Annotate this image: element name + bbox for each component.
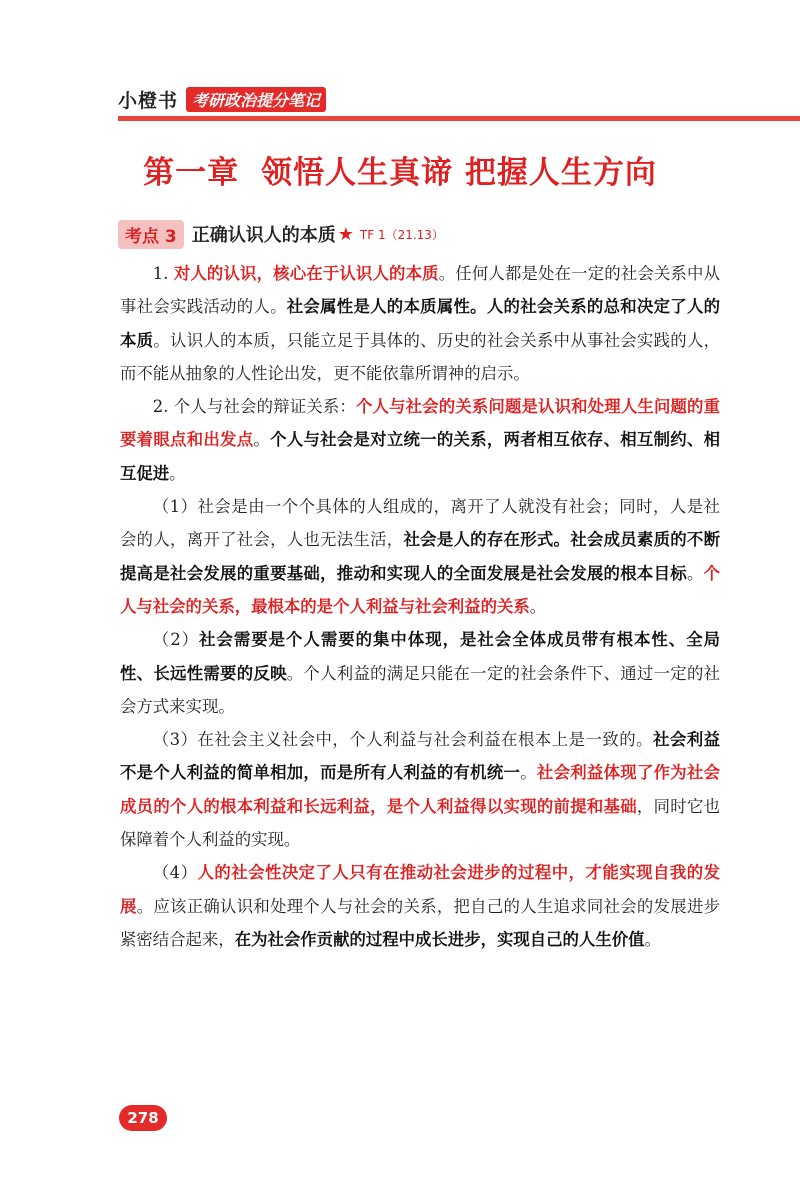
chapter-number: 第一章 xyxy=(143,155,240,191)
body-text-run: （3）在社会主义社会中，个人利益与社会利益在根本上是一致的。 xyxy=(152,730,653,750)
body-text-run: 1. xyxy=(152,264,174,283)
paragraph xyxy=(120,390,720,490)
bold-text: 个人与社会是对立统一的关系，两者相互依存、相互制约、相互促进 xyxy=(120,430,721,483)
exam-frequency-tag: TF 1（21.13） xyxy=(359,227,444,242)
section-heading xyxy=(118,219,444,249)
chapter-name: 领悟人生真谛 把握人生方向 xyxy=(261,155,657,191)
body-text-run: 2. 个人与社会的辩证关系： xyxy=(152,397,356,417)
body-text-run: 。认识人的本质，只能立足于具体的、历史的社会关系中从事社会实践的人，而不能从抽象的人性论出发，更不能依靠所谓神的启示。 xyxy=(120,330,721,383)
body-text-run: 。个人利益的满足只能在一定的社会条件下、通过一定的社会方式来实现。 xyxy=(120,663,721,716)
body-text-run: （4） xyxy=(152,863,198,883)
body-text-run: 。 xyxy=(253,430,271,450)
body-text xyxy=(120,257,720,956)
section-badge: 考点 3 xyxy=(118,220,184,249)
star-icon: ★ xyxy=(337,223,354,245)
section-title: 正确认识人的本质 xyxy=(191,225,336,246)
chapter-title xyxy=(0,147,800,192)
body-text-run: （2） xyxy=(152,630,200,650)
brand-name: 小橙书 xyxy=(118,89,179,112)
paragraph xyxy=(120,490,720,623)
body-text-run: （1）社会是由一个个具体的人组成的，离开了人就没有社会；同时，人是社会的人，离开了社会，人也无法生活， xyxy=(120,497,720,550)
page-header xyxy=(118,84,326,114)
paragraph xyxy=(120,623,720,723)
body-text-run: ，同时它也保障着个人利益的实现。 xyxy=(120,796,721,850)
paragraph xyxy=(120,257,720,390)
page-number: 278 xyxy=(119,1105,167,1131)
paragraph xyxy=(120,723,720,856)
body-text-run: 。 xyxy=(520,763,537,783)
bold-text: 社会利益不是个人利益的简单相加，而是所有人利益的有机统一 xyxy=(120,730,720,783)
body-text-run: 。 xyxy=(686,563,704,583)
body-text-run: 。 xyxy=(644,929,661,949)
highlight-red-text: 社会利益体现了作为社会成员的个人的根本利益和长远利益，是个人利益得以实现的前提和基础 xyxy=(120,763,721,816)
paragraph xyxy=(120,856,720,956)
book-subtitle: 考研政治提分笔记 xyxy=(186,87,326,112)
bold-text: 社会是人的存在形式。社会成员素质的不断提高是社会发展的重要基础，推动和实现人的全面发展是社会发展的根本目标 xyxy=(120,530,721,583)
highlight-red-text: 个人与社会的关系，最根本的是个人利益与社会利益的关系 xyxy=(120,563,721,616)
highlight-red-text: 个人与社会的关系问题是认识和处理人生问题的重要着眼点和出发点 xyxy=(120,397,721,450)
body-text-run: 。应该正确认识和处理个人与社会的关系，把自己的人生追求同社会的发展进步紧密结合起来， xyxy=(120,896,721,949)
body-text-run: 。 xyxy=(169,463,186,483)
highlight-red-text: 人的社会性决定了人只有在推动社会进步的过程中，才能实现自我的发展 xyxy=(120,863,720,916)
bold-text: 在为社会作贡献的过程中成长进步，实现自己的人生价值 xyxy=(234,929,645,949)
bold-text: 社会需要是个人需要的集中体现，是社会全体成员带有根本性、全局性、长远性需要的反映 xyxy=(120,630,720,683)
header-divider xyxy=(118,116,800,121)
body-text-run: 。 xyxy=(529,596,547,616)
highlight-red-text: 对人的认识，核心在于认识人的本质 xyxy=(173,264,439,283)
bold-text: 社会属性是人的本质属性。人的社会关系的总和决定了人的本质 xyxy=(120,297,721,350)
body-text-run: 。任何人都是处在一定的社会关系中从事社会实践活动的人。 xyxy=(120,264,721,317)
